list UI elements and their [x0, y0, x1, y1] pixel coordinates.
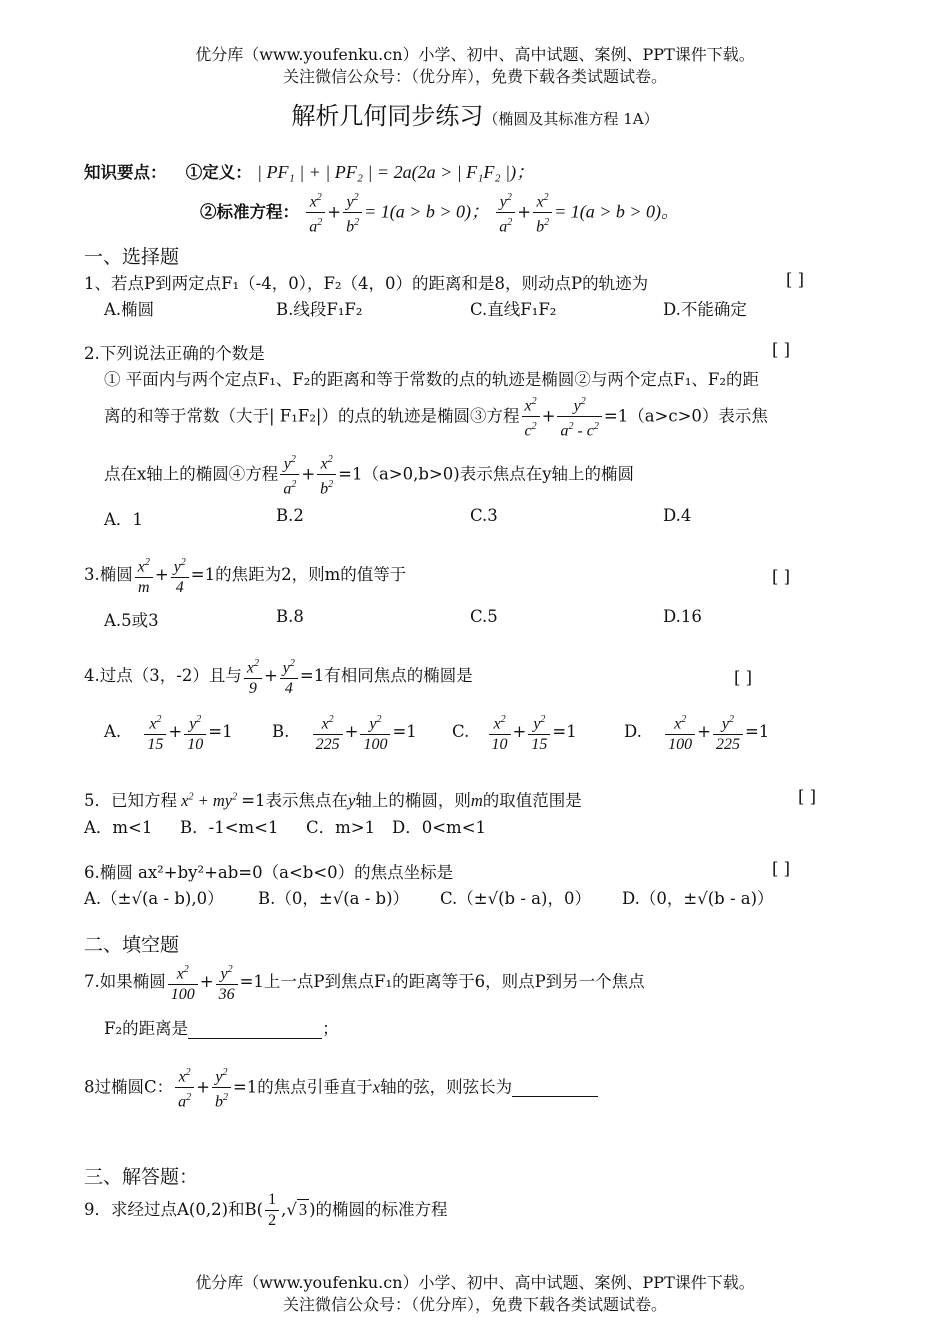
q5-option-a: A．m<1	[84, 818, 153, 837]
header-line-2: 关注微信公众号：（优分库），免费下载各类试题试卷。	[282, 67, 667, 86]
q4-option-d-letter: D.	[624, 722, 642, 742]
q2-line-3a: 点在x轴上的椭圆④方程	[104, 464, 279, 484]
q2-text: 2.下列说法正确的个数是	[84, 344, 265, 363]
q2-line-3: 点在x轴上的椭圆④方程 $\frac{y^2}{a^2}$ + $\frac{x^2}{b^2}$ =1（a>0,b>0)表示焦点在y轴上的椭圆	[104, 450, 634, 500]
footer-line-2: 关注微信公众号：（优分库），免费下载各类试题试卷。	[282, 1295, 667, 1314]
q7-text: 7.如果椭圆 $\frac{x^2}{100}$ + $\frac{y^2}{36}$ =1上一点P到焦点F₁的距离等于6，则点P到另一个焦点	[84, 960, 645, 1005]
fraction: $\frac{x^2}{100}$	[168, 960, 198, 1005]
fraction: $\frac{x^2}{b^2}$	[317, 450, 336, 500]
fraction: $\frac{y^2}{36}$	[216, 960, 238, 1005]
fraction: $\frac{x^2}{m}$	[135, 553, 153, 598]
q5-option-b: B．-1<m<1	[180, 818, 279, 837]
title-sub: （椭圆及其标准方程 1A）	[483, 110, 659, 128]
q2-option-a: A．1	[104, 510, 143, 529]
q7-post: =1上一点P到焦点F₁的距离等于6，则点P到另一个焦点	[239, 972, 645, 992]
q1-option-a: A.椭圆	[104, 300, 155, 319]
standard-tail-2: = 1(a > b > 0)。	[554, 201, 680, 222]
q6-option-b: B.（0，±√(a - b)）	[258, 889, 410, 908]
q4-bracket: [ ]	[734, 668, 753, 687]
q5-post: 的取值范围是	[482, 791, 582, 810]
q4-pre: 4.过点（3，-2）且与	[84, 666, 242, 686]
page-title	[0, 96, 950, 131]
footer-line-1: 优分库（www.youfenku.cn）小学、初中、高中试题、案例、PPT课件下载。	[195, 1273, 755, 1292]
fraction: $\frac{y^2}{15}$	[528, 710, 550, 755]
q5-pre: 5．已知方程	[84, 791, 177, 810]
q8-post2: 轴的弦，则弦长为	[380, 1077, 513, 1097]
fraction: $\frac{x^2}{a^2}$	[175, 1063, 194, 1113]
title-main: 解析几何同步练习	[291, 102, 484, 130]
q4-text: 4.过点（3，-2）且与 $\frac{x^2}{9}$ + $\frac{y^2}{4}$ =1有相同焦点的椭圆是	[84, 654, 473, 699]
q9-post: )的椭圆的标准方程	[309, 1200, 448, 1219]
q7-answer-blank[interactable]	[188, 1019, 322, 1039]
q2-line-3b: =1（a>0,b>0)表示焦点在y轴上的椭圆	[338, 464, 635, 484]
q7-pre: 7.如果椭圆	[84, 972, 166, 992]
fraction: $\frac{y^2}{b^2}$	[343, 188, 362, 238]
q5-bracket: [ ]	[798, 787, 817, 806]
standard-label: ②标准方程：	[200, 202, 299, 222]
knowledge-label: 知识要点：	[84, 163, 167, 182]
fraction: $\frac{x^2}{c^2}$	[522, 392, 540, 442]
fraction: $\frac{y^2}{4}$	[280, 654, 298, 699]
section-fill: 二、填空题	[84, 934, 180, 956]
q4-option-b-letter: B.	[272, 722, 290, 742]
q1-bracket: [ ]	[786, 270, 805, 289]
q8-pre: 8过椭圆C：	[84, 1077, 174, 1097]
q5-option-c: C．m>1	[306, 818, 376, 837]
q4-option-a: A. $\frac{x^2}{15}$ + $\frac{y^2}{10}$ =1	[104, 710, 233, 755]
q3-post: =1的焦距为2，则m的值等于	[190, 565, 407, 585]
q2-option-d: D.4	[663, 506, 692, 525]
fraction: $\frac{1}{2}$	[265, 1190, 279, 1231]
q7-line-2: F₂的距离是 ；	[104, 1019, 339, 1038]
q1-option-d: D.不能确定	[663, 300, 747, 319]
fraction: $\frac{x^2}{a^2}$	[306, 188, 325, 238]
fraction: $\frac{x^2}{225}$	[313, 710, 343, 755]
fraction: $\frac{x^2}{10}$	[489, 710, 511, 755]
q5-mid: =1表示焦点在	[241, 791, 349, 810]
q1-option-c: C.直线F₁F₂	[470, 300, 557, 319]
q3-option-d: D.16	[663, 607, 702, 626]
q4-option-c: C. $\frac{x^2}{10}$ + $\frac{y^2}{15}$ =1	[452, 710, 577, 755]
q2-option-c: C.3	[470, 506, 498, 525]
q2-line-1: ① 平面内与两个定点F₁、F₂的距离和等于常数的点的轨迹是椭圆②与两个定点F₁、F₂的距	[104, 370, 759, 389]
q2-bracket: [ ]	[772, 340, 791, 359]
q4-post: =1有相同焦点的椭圆是	[299, 666, 473, 686]
standard-tail-1: = 1(a > b > 0)；	[364, 201, 490, 222]
q6-bracket: [ ]	[772, 859, 791, 878]
q4-option-b: B. $\frac{x^2}{225}$ + $\frac{y^2}{100}$ =1	[272, 710, 417, 755]
section-answer: 三、解答题：	[84, 1166, 199, 1188]
q9-text: 9．求经过点A(0,2)和B( $\frac{1}{2}$ ,√ 3 )的椭圆的标准方程	[84, 1191, 448, 1229]
q5-text: 5．已知方程 $x^2 + my^2 =1$表示焦点在y轴上的椭圆，则m的取值范围是	[84, 791, 582, 810]
q3-option-a: A.5或3	[104, 611, 159, 630]
q8-text: 8过椭圆C： $\frac{x^2}{a^2}$ + $\frac{y^2}{b^2}$ =1的焦点引垂直于x轴的弦，则弦长为	[84, 1063, 598, 1113]
q5-mid2: 轴上的椭圆，则	[355, 791, 471, 810]
q4-option-a-letter: A.	[104, 722, 122, 742]
q5-option-d: D．0<m<1	[392, 818, 487, 837]
q3-pre: 3.椭圆	[84, 565, 133, 585]
fraction: $\frac{y^2}{10}$	[184, 710, 206, 755]
q2-line-2b: =1（a>c>0）表示焦	[603, 406, 768, 426]
q2-option-b: B.2	[276, 506, 304, 525]
q6-option-a: A.（±√(a - b),0）	[84, 889, 224, 908]
q3-text: 3.椭圆 $\frac{x^2}{m}$ + $\frac{y^2}{4}$ =1的焦距为2，则m的值等于	[84, 553, 406, 598]
fraction: $\frac{y^2}{225}$	[713, 710, 743, 755]
fraction: $\frac{x^2}{9}$	[244, 654, 262, 699]
q2-line-2a: 离的和等于常数（大于| F₁F₂|）的点的轨迹是椭圆③方程	[104, 406, 520, 426]
fraction: $\frac{y^2}{4}$	[171, 553, 189, 598]
definition-formula: | PF₁ | + | PF₂ | = 2a(2a > | F₁F₂ |)；	[257, 162, 535, 182]
q6-option-d: D.（0，±√(b - a)）	[622, 889, 774, 908]
q7-line-2-text: F₂的距离是	[104, 1019, 189, 1038]
q3-bracket: [ ]	[772, 567, 791, 586]
fraction: $\frac{x^2}{15}$	[144, 710, 166, 755]
fraction: $\frac{y^2}{a^2}$	[496, 188, 515, 238]
q9-pre: 9．求经过点A(0,2)和B(	[84, 1200, 264, 1219]
q8-answer-blank[interactable]	[512, 1077, 598, 1097]
knowledge-definition	[84, 158, 534, 184]
q1-option-b: B.线段F₁F₂	[276, 300, 363, 319]
definition-label: ①定义：	[185, 163, 252, 182]
fraction: $\frac{y^2}{a^2}$	[280, 450, 299, 500]
fraction: $\frac{y^2}{100}$	[360, 710, 390, 755]
fraction: $\frac{x^2}{100}$	[665, 710, 695, 755]
q3-option-c: C.5	[470, 607, 498, 626]
header-line-1: 优分库（www.youfenku.cn）小学、初中、高中试题、案例、PPT课件下载。	[195, 45, 755, 64]
q8-post: =1的焦点引垂直于	[232, 1077, 373, 1097]
q4-option-d: D. $\frac{x^2}{100}$ + $\frac{y^2}{225}$ =1	[624, 710, 769, 755]
fraction: $\frac{y^2}{b^2}$	[212, 1063, 231, 1113]
knowledge-standard: ②标准方程： $\frac{x^2}{a^2}$ + $\frac{y^2}{b^2}$ = 1(a > b > 0)； $\frac{y^2}{a^2}$ + $\frac{x^2}{b^2}$ = 1(a > b > 0)。	[200, 188, 679, 238]
q6-text: 6.椭圆 ax²+by²+ab=0（a<b<0）的焦点坐标是	[84, 863, 454, 882]
fraction: $\frac{y^2}{a^2 - c^2}$	[557, 392, 601, 442]
q6-option-c: C.（±√(b - a)，0）	[440, 889, 591, 908]
q4-option-c-letter: C.	[452, 722, 470, 742]
q2-line-2: 离的和等于常数（大于| F₁F₂|）的点的轨迹是椭圆③方程 $\frac{x^2}{c^2}$ + $\frac{y^2}{a^2 - c^2}$ =1（a>c>0）表示焦	[104, 392, 768, 442]
fraction: $\frac{x^2}{b^2}$	[533, 188, 552, 238]
section-choice: 一、选择题	[84, 246, 180, 268]
q3-option-b: B.8	[276, 607, 304, 626]
q1-text: 1、若点P到两定点F₁（-4，0），F₂（4，0）的距离和是8，则动点P的轨迹为	[84, 274, 649, 293]
